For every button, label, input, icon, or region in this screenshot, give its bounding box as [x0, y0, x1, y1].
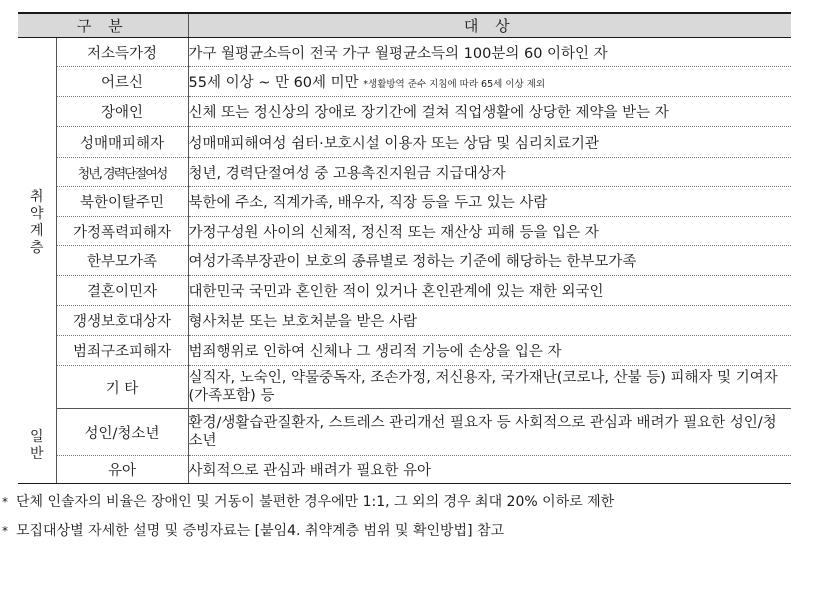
header-target: 대 상	[188, 13, 791, 38]
description-cell: 청년, 경력단절여성 중 고용촉진지원금 지급대상자	[188, 158, 791, 187]
category-text: 청년, 경력단절여성	[77, 166, 167, 182]
category-cell: 유아	[56, 456, 188, 484]
category-cell: 가정폭력피해자	[56, 217, 188, 246]
description-cell: 가정구성원 사이의 신체적, 정신적 또는 재산상 피해 등을 입은 자	[188, 217, 791, 246]
table-row	[18, 127, 791, 158]
category-cell: 북한이탈주민	[56, 187, 188, 217]
category-cell: 성인/청소년	[56, 409, 188, 456]
footnote-mark: *	[2, 524, 8, 538]
category-cell: 저소득가정	[56, 38, 188, 67]
category-cell: 범죄구조피해자	[56, 336, 188, 366]
description-cell: 여성가족부장관이 보호의 종류별로 정하는 기준에 해당하는 한부모가족	[188, 246, 791, 276]
description-cell: 사회적으로 관심과 배려가 필요한 유아	[188, 456, 791, 484]
description-cell: 실직자, 노숙인, 약물중독자, 조손가정, 저신용자, 국가재난(코로나, 산불 등) 피해자 및 기여자(가족포함) 등	[188, 366, 791, 409]
group-label-text: 취 약 계 층	[29, 189, 44, 257]
header-category: 구 분	[18, 13, 188, 38]
description-cell: 가구 월평균소득이 전국 가구 월평균소득의 100분의 60 이하인 자	[188, 38, 791, 67]
description-cell: 대한민국 국민과 혼인한 적이 있거나 혼인관계에 있는 재한 외국인	[188, 276, 791, 306]
category-cell: 한부모가족	[56, 246, 188, 276]
footnote	[2, 491, 614, 511]
table-row	[18, 217, 791, 246]
table-row	[18, 158, 791, 187]
table-row	[18, 97, 791, 127]
table-row	[18, 336, 791, 366]
category-cell: 장애인	[56, 97, 188, 127]
table-row	[18, 276, 791, 306]
footnote-text: 단체 인솔자의 비율은 장애인 및 거동이 불편한 경우에만 1:1, 그 외의 경우 최대 20% 이하로 제한	[16, 494, 615, 510]
group-label-text: 일 반	[29, 428, 44, 462]
footnote-text: 모집대상별 자세한 설명 및 증빙자료는 [붙임4. 취약계층 범위 및 확인방법] 참고	[16, 523, 505, 539]
table-row	[18, 246, 791, 276]
description-cell: 북한에 주소, 직계가족, 배우자, 직장 등을 두고 있는 사람	[188, 187, 791, 217]
description-cell: 성매매피해여성 쉼터·보호시설 이용자 또는 상담 및 심리치료기관	[188, 127, 791, 158]
table-row	[18, 38, 791, 67]
description-cell	[188, 67, 791, 97]
footnote	[2, 520, 504, 540]
description-note: *생활방역 준수 지침에 따라 65세 이상 제외	[363, 79, 546, 90]
table-row	[18, 366, 791, 409]
target-table	[18, 12, 791, 484]
table-row	[18, 67, 791, 97]
table-row	[18, 187, 791, 217]
category-cell: 기 타	[56, 366, 188, 409]
category-cell: 결혼이민자	[56, 276, 188, 306]
group-label-vulnerable	[18, 38, 56, 409]
footnote-mark: *	[2, 495, 8, 509]
category-cell: 갱생보호대상자	[56, 306, 188, 336]
table-header	[18, 13, 791, 38]
description-text: 55세 이상 ~ 만 60세 미만	[188, 75, 359, 91]
table-row	[18, 456, 791, 484]
category-cell: 성매매피해자	[56, 127, 188, 158]
description-cell: 환경/생활습관질환자, 스트레스 관리개선 필요자 등 사회적으로 관심과 배려가 필요한 성인/청소년	[188, 409, 791, 456]
table-row	[18, 306, 791, 336]
category-cell: 어르신	[56, 67, 188, 97]
description-cell: 범죄행위로 인하여 신체나 그 생리적 기능에 손상을 입은 자	[188, 336, 791, 366]
table-row	[18, 409, 791, 456]
description-cell: 형사처분 또는 보호처분을 받은 사람	[188, 306, 791, 336]
category-cell	[56, 158, 188, 187]
group-label-general	[18, 409, 56, 484]
description-cell: 신체 또는 정신상의 장애로 장기간에 걸쳐 직업생활에 상당한 제약을 받는 자	[188, 97, 791, 127]
